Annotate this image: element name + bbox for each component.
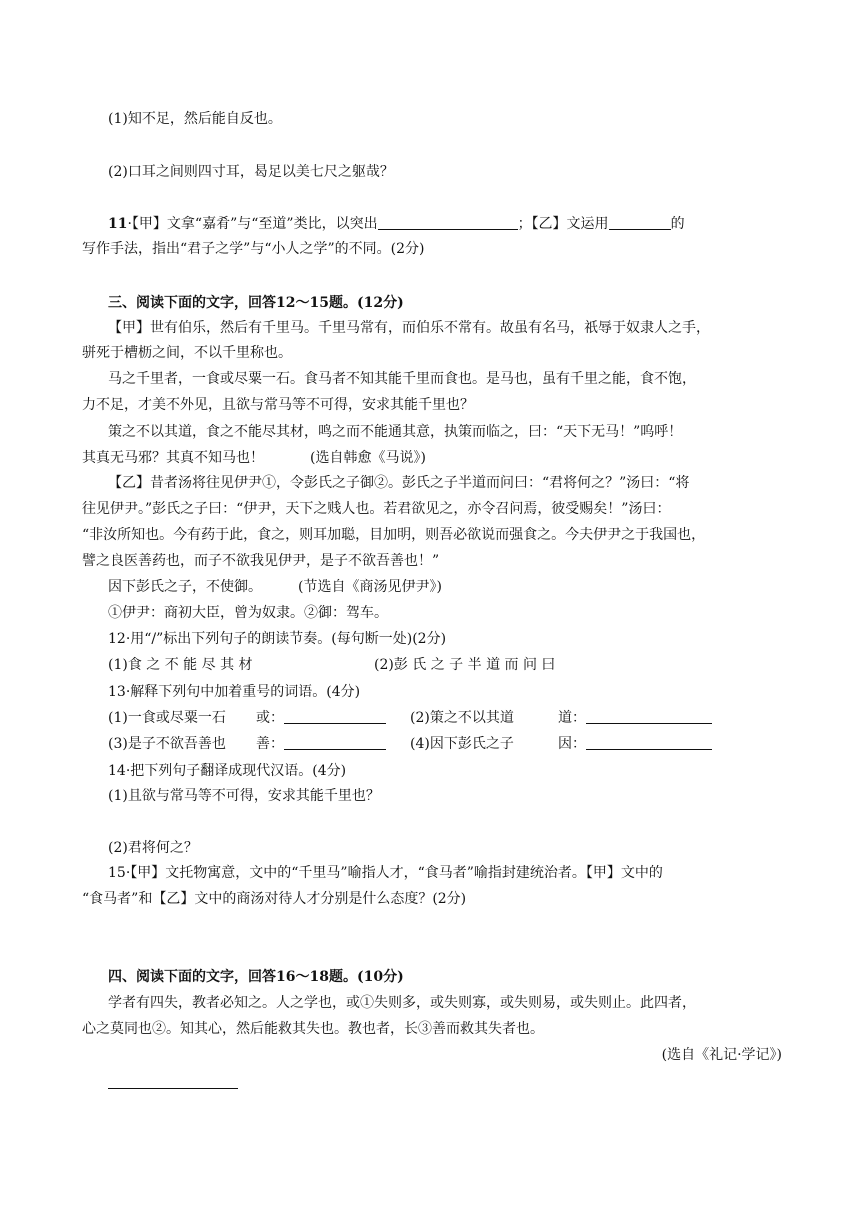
footnote-divider bbox=[108, 1088, 238, 1089]
q11-blank-2[interactable] bbox=[609, 215, 671, 230]
q11-part2: ；【乙】文运用 bbox=[517, 216, 609, 232]
q12-items bbox=[108, 656, 808, 674]
s4-p2: 心之莫同也②。知其心，然后能救其失也。教也者，长③善而救其失者也。 bbox=[82, 1021, 544, 1037]
jia-p3-line2 bbox=[82, 449, 782, 467]
q14-sub1: (1)且欲与常马等不可得，安求其能千里也？ bbox=[108, 788, 380, 804]
q13-blank-2[interactable] bbox=[586, 709, 712, 724]
q12-item-2[interactable]: (2)彭 氏 之 子 半 道 而 问 曰 bbox=[374, 657, 556, 673]
jia-p2-line2: 力不足，才美不外见，且欲与常马等不可得，安求其能千里也？ bbox=[82, 397, 474, 413]
q13-word-1: 或： bbox=[256, 710, 284, 726]
q13-item-4: (4)因下彭氏之子 bbox=[410, 736, 514, 752]
jia-source: (选自韩愈《马说》) bbox=[310, 450, 426, 466]
q13-row1 bbox=[108, 709, 808, 727]
section4-heading: 四、阅读下面的文字，回答16～18题。(10分) bbox=[108, 969, 404, 985]
q13-blank-4[interactable] bbox=[586, 735, 712, 750]
q11-line1 bbox=[108, 215, 808, 233]
yi-line3: “非汝所知也。今有药于此，食之，则耳加聪，目加明，则吾必欲说而强食之。今夫伊尹之于我国也， bbox=[82, 527, 706, 543]
section3-heading: 三、阅读下面的文字，回答12～15题。(12分) bbox=[108, 295, 404, 311]
q11-part1: ·【甲】文拿“嘉肴”与“至道”类比，以突出 bbox=[127, 216, 378, 232]
q10-sub2: (2)口耳之间则四寸耳，曷足以美七尺之躯哉？ bbox=[108, 164, 394, 180]
yi-line4: 譬之良医善药也，而子不欲我见伊尹，是子不欲吾善也！” bbox=[82, 553, 440, 569]
q12-stem bbox=[108, 630, 808, 648]
q11-blank-1[interactable] bbox=[378, 215, 518, 230]
q11-line2: 写作手法，指出“君子之学”与“小人之学”的不同。(2分) bbox=[82, 241, 425, 257]
annotations: ①伊尹：商初大臣，曾为奴隶。②御：驾车。 bbox=[108, 605, 388, 621]
jia-p3-line1: 策之不以其道，食之不能尽其材，鸣之而不能通其意，执策而临之，曰：“天下无马！”呜呼！ bbox=[108, 424, 683, 440]
q13-blank-1[interactable] bbox=[284, 709, 386, 724]
q13-stem: 13·解释下列句中加着重号的词语。(4分) bbox=[108, 684, 361, 700]
q13-item-3: (3)是子不欲吾善也 bbox=[108, 736, 226, 752]
jia-p3-text: 其真无马邪？其真不知马也！ bbox=[82, 450, 264, 466]
yi-line2: 往见伊尹。”彭氏之子曰：“伊尹，天下之贱人也。若君欲见之，亦令召问焉，彼受赐矣！”汤曰： bbox=[82, 501, 671, 517]
jia-p1-line2: 骈死于槽枥之间，不以千里称也。 bbox=[82, 345, 292, 361]
jia-p2-line1: 马之千里者，一食或尽粟一石。食马者不知其能千里而食也。是马也，虽有千里之能，食不饱， bbox=[108, 371, 696, 387]
q13-blank-3[interactable] bbox=[284, 735, 386, 750]
yi-last-sentence: 因下彭氏之子，不使御。 bbox=[108, 579, 262, 595]
q13-word-3: 善： bbox=[256, 736, 284, 752]
yi-line5 bbox=[108, 578, 808, 596]
q13-word-4: 因： bbox=[558, 736, 586, 752]
q14-sub2: (2)君将何之？ bbox=[108, 840, 198, 856]
q14-stem: 14·把下列句子翻译成现代汉语。(4分) bbox=[108, 763, 347, 779]
q13-row2 bbox=[108, 735, 808, 753]
q10-sub1: (1)知不足，然后能自反也。 bbox=[108, 111, 282, 127]
q13-item-1: (1)一食或尽粟一石 bbox=[108, 710, 226, 726]
yi-line1: 【乙】昔者汤将往见伊尹①，令彭氏之子御②。彭氏之子半道而问曰：“君将何之？”汤曰：“将 bbox=[108, 475, 690, 491]
q12-item-1[interactable]: (1)食 之 不 能 尽 其 材 bbox=[108, 657, 253, 673]
q13-item-2: (2)策之不以其道 bbox=[410, 710, 514, 726]
s4-p1: 学者有四失，教者必知之。人之学也，或①失则多，或失则寡，或失则易，或失则止。此四者， bbox=[108, 995, 696, 1011]
q11-number: 11 bbox=[108, 216, 128, 232]
jia-p1-line1: 【甲】世有伯乐，然后有千里马。千里马常有，而伯乐不常有。故虽有名马，祇辱于奴隶人之手， bbox=[108, 320, 710, 336]
q11-part3: 的 bbox=[670, 216, 685, 232]
q15-line2: “食马者”和【乙】文中的商汤对待人才分别是什么态度？(2分) bbox=[82, 891, 467, 907]
q15-line1: 15·【甲】文托物寓意，文中的“千里马”喻指人才，“食马者”喻指封建统治者。【甲】文中的 bbox=[108, 865, 663, 881]
s4-source: (选自《礼记·学记》) bbox=[661, 1047, 782, 1063]
q12-stem-text: 12·用“/”标出下列句子的朗读节奏。(每句断一处)(2分) bbox=[108, 631, 447, 647]
yi-source: (节选自《商汤见伊尹》) bbox=[298, 579, 442, 595]
q13-word-2: 道： bbox=[558, 710, 586, 726]
